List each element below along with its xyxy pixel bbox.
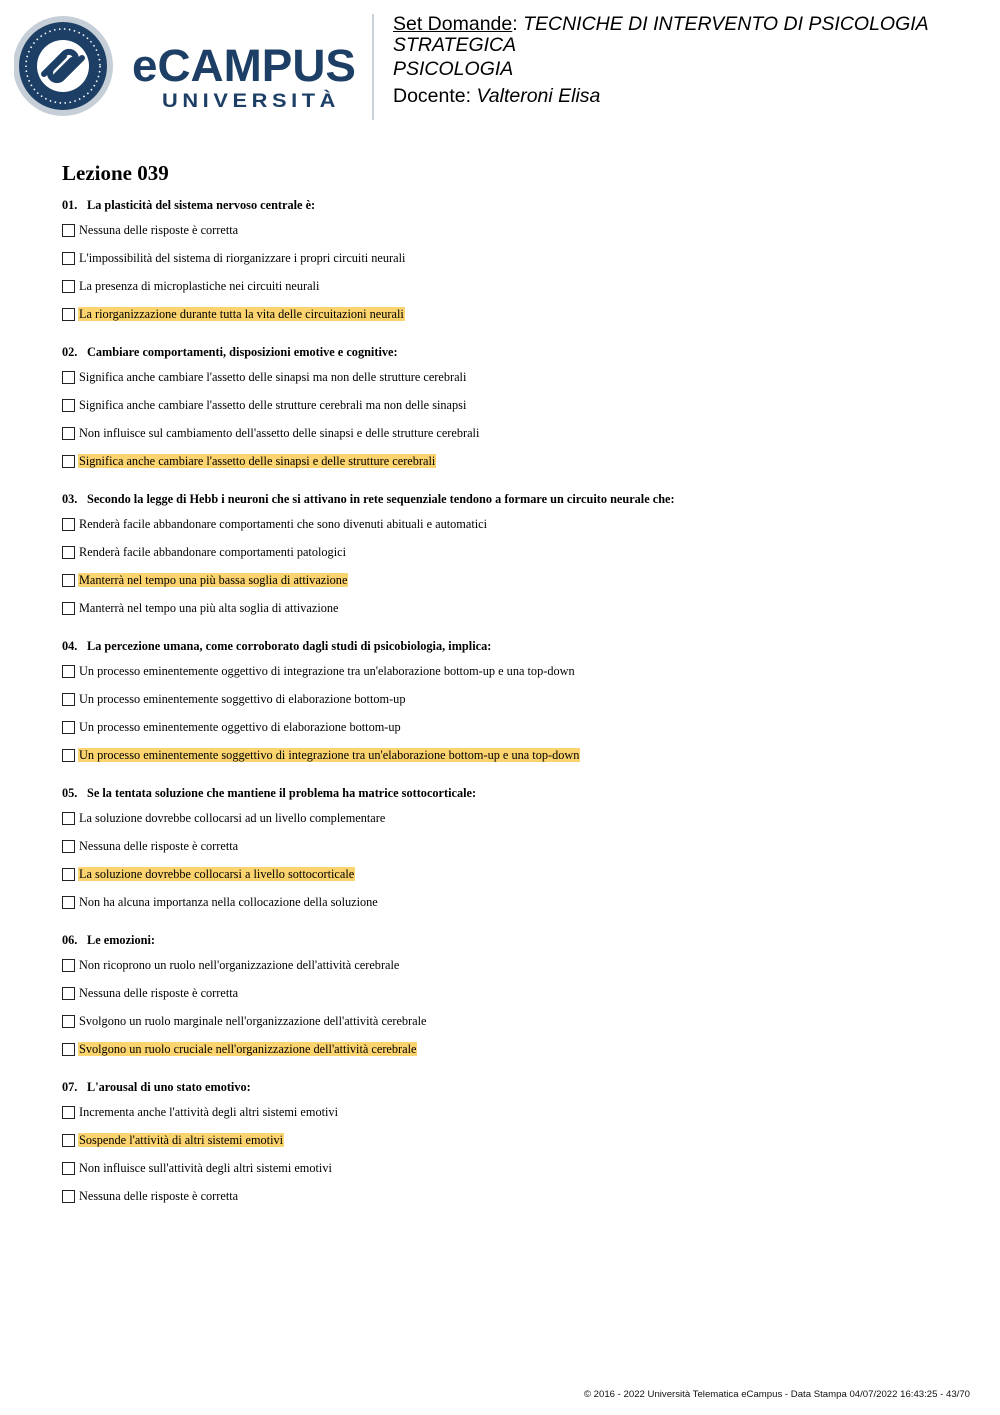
course-name: PSICOLOGIA xyxy=(393,58,514,80)
question-title xyxy=(62,636,962,656)
question-number: 05. xyxy=(62,786,78,800)
docente-row xyxy=(393,83,983,110)
question-block xyxy=(62,636,962,769)
answer-checkbox[interactable] xyxy=(62,721,75,734)
answer-text: Significa anche cambiare l'assetto delle strutture cerebrali ma non delle sinapsi xyxy=(79,398,467,412)
question-text: Cambiare comportamenti, disposizioni emotive e cognitive: xyxy=(87,345,398,359)
answer-text: Non influisce sull'attività degli altri sistemi emotivi xyxy=(79,1161,332,1175)
question-text: La percezione umana, come corroborato dagli studi di psicobiologia, implica: xyxy=(87,639,492,653)
course-row xyxy=(393,56,983,83)
answer-checkbox[interactable] xyxy=(62,602,75,615)
answer-option-correct[interactable] xyxy=(62,566,962,594)
answer-text: Incrementa anche l'attività degli altri sistemi emotivi xyxy=(79,1105,338,1119)
question-title xyxy=(62,342,962,362)
answer-checkbox[interactable] xyxy=(62,252,75,265)
answer-checkbox[interactable] xyxy=(62,665,75,678)
answer-checkbox[interactable] xyxy=(62,1162,75,1175)
answer-checkbox[interactable] xyxy=(62,308,75,321)
question-text: Secondo la legge di Hebb i neuroni che si attivano in rete sequenziale tendono a formare un circuito neurale che: xyxy=(87,492,675,506)
answer-option[interactable] xyxy=(62,657,962,685)
answer-checkbox[interactable] xyxy=(62,574,75,587)
answer-text: Un processo eminentemente oggettivo di elaborazione bottom-up xyxy=(79,720,401,734)
answer-option[interactable] xyxy=(62,538,962,566)
answer-option[interactable] xyxy=(62,713,962,741)
page-footer: © 2016 - 2022 Università Telematica eCampus - Data Stampa 04/07/2022 16:43:25 - 43/70 xyxy=(583,1389,970,1400)
answer-text: Non ha alcuna importanza nella collocazione della soluzione xyxy=(79,895,378,909)
question-number: 03. xyxy=(62,492,78,506)
answer-option[interactable] xyxy=(62,419,962,447)
answer-checkbox[interactable] xyxy=(62,896,75,909)
answer-text: Nessuna delle risposte è corretta xyxy=(79,223,239,237)
answer-checkbox[interactable] xyxy=(62,749,75,762)
question-number: 01. xyxy=(62,198,78,212)
answer-text: Nessuna delle risposte è corretta xyxy=(79,986,239,1000)
answer-text: Manterrà nel tempo una più bassa soglia di attivazione xyxy=(79,573,348,587)
question-text: Se la tentata soluzione che mantiene il problema ha matrice sottocorticale: xyxy=(87,786,477,800)
question-block xyxy=(62,783,962,916)
question-title xyxy=(62,930,962,950)
answer-option[interactable] xyxy=(62,979,962,1007)
answer-option[interactable] xyxy=(62,1182,962,1210)
question-list xyxy=(62,195,962,1224)
header-info xyxy=(393,14,983,110)
question-text: La plasticità del sistema nervoso centrale è: xyxy=(87,198,316,212)
answer-option[interactable] xyxy=(62,832,962,860)
answer-option-correct[interactable] xyxy=(62,300,962,328)
set-title-row: Set Domande: TECNICHE DI INTERVENTO DI PSICOLOGIA xyxy=(393,13,929,35)
answer-text: Nessuna delle risposte è corretta xyxy=(79,839,239,853)
docente-label: Docente: xyxy=(393,85,472,107)
answer-checkbox[interactable] xyxy=(62,959,75,972)
lesson-title: Lezione 039 xyxy=(62,161,169,185)
answer-text: Sospende l'attività di altri sistemi emotivi xyxy=(79,1133,284,1147)
page-header xyxy=(0,0,1000,140)
answer-option[interactable] xyxy=(62,272,962,300)
question-block xyxy=(62,489,962,622)
answer-option[interactable] xyxy=(62,1007,962,1035)
logo-subbrand: UNIVERSITÀ xyxy=(162,91,318,112)
docente-name: Valteroni Elisa xyxy=(476,85,601,107)
answer-text: Significa anche cambiare l'assetto delle sinapsi ma non delle strutture cerebrali xyxy=(79,370,467,384)
answer-option[interactable] xyxy=(62,1098,962,1126)
answer-checkbox[interactable] xyxy=(62,840,75,853)
question-title xyxy=(62,195,962,215)
question-number: 07. xyxy=(62,1080,78,1094)
answer-text: Manterrà nel tempo una più alta soglia di attivazione xyxy=(79,601,339,615)
header-divider xyxy=(372,14,374,120)
answer-checkbox[interactable] xyxy=(62,1015,75,1028)
answer-checkbox[interactable] xyxy=(62,546,75,559)
question-number: 04. xyxy=(62,639,78,653)
set-title-row-2 xyxy=(393,35,983,56)
answer-option-correct[interactable] xyxy=(62,860,962,888)
answer-checkbox[interactable] xyxy=(62,280,75,293)
answer-checkbox[interactable] xyxy=(62,812,75,825)
answer-option[interactable] xyxy=(62,510,962,538)
question-number: 06. xyxy=(62,933,78,947)
answer-checkbox[interactable] xyxy=(62,868,75,881)
question-block xyxy=(62,342,962,475)
answer-option-correct[interactable] xyxy=(62,447,962,475)
answer-text: Renderà facile abbandonare comportamenti patologici xyxy=(79,545,347,559)
answer-option[interactable] xyxy=(62,685,962,713)
answer-checkbox[interactable] xyxy=(62,1106,75,1119)
answer-option-correct[interactable] xyxy=(62,1126,962,1154)
answer-checkbox[interactable] xyxy=(62,224,75,237)
answer-checkbox[interactable] xyxy=(62,427,75,440)
answer-option-correct[interactable] xyxy=(62,741,962,769)
answer-text: La soluzione dovrebbe collocarsi a livello sottocorticale xyxy=(79,867,355,881)
answer-option[interactable] xyxy=(62,363,962,391)
answer-text: La presenza di microplastiche nei circuiti neurali xyxy=(79,279,320,293)
set-title-line2: STRATEGICA xyxy=(393,34,517,56)
set-label: Set Domande xyxy=(393,13,513,35)
answer-text: La riorganizzazione durante tutta la vita delle circuitazioni neurali xyxy=(79,307,404,321)
answer-option[interactable] xyxy=(62,391,962,419)
answer-option[interactable] xyxy=(62,951,962,979)
answer-text: Svolgono un ruolo marginale nell'organizzazione dell'attività cerebrale xyxy=(79,1014,427,1028)
question-block xyxy=(62,1077,962,1210)
answer-text: Un processo eminentemente oggettivo di integrazione tra un'elaborazione bottom-up e una top-down xyxy=(79,664,575,678)
answer-text: L'impossibilità del sistema di riorganizzare i propri circuiti neurali xyxy=(79,251,406,265)
answer-checkbox[interactable] xyxy=(62,399,75,412)
question-text: Le emozioni: xyxy=(87,933,155,947)
question-title xyxy=(62,783,962,803)
answer-text: Un processo eminentemente soggettivo di integrazione tra un'elaborazione bottom-up e una top-down xyxy=(79,748,580,762)
answer-text: La soluzione dovrebbe collocarsi ad un livello complementare xyxy=(79,811,386,825)
answer-option[interactable] xyxy=(62,888,962,916)
ecampus-logo xyxy=(14,14,364,118)
question-block xyxy=(62,930,962,1063)
answer-text: Svolgono un ruolo cruciale nell'organizzazione dell'attività cerebrale xyxy=(79,1042,417,1056)
answer-checkbox[interactable] xyxy=(62,1043,75,1056)
answer-option[interactable] xyxy=(62,594,962,622)
question-number: 02. xyxy=(62,345,78,359)
question-text: L'arousal di uno stato emotivo: xyxy=(87,1080,251,1094)
answer-text: Non ricoprono un ruolo nell'organizzazione dell'attività cerebrale xyxy=(79,958,400,972)
answer-checkbox[interactable] xyxy=(62,987,75,1000)
question-title xyxy=(62,1077,962,1097)
question-block xyxy=(62,195,962,328)
answer-checkbox[interactable] xyxy=(62,1190,75,1203)
question-title xyxy=(62,489,962,509)
answer-text: Nessuna delle risposte è corretta xyxy=(79,1189,239,1203)
answer-checkbox[interactable] xyxy=(62,693,75,706)
answer-option[interactable] xyxy=(62,216,962,244)
logo-brand: eCAMPUS xyxy=(132,40,356,91)
answer-option[interactable] xyxy=(62,244,962,272)
answer-checkbox[interactable] xyxy=(62,455,75,468)
answer-text: Renderà facile abbandonare comportamenti che sono divenuti abituali e automatici xyxy=(79,517,488,531)
answer-text: Un processo eminentemente soggettivo di elaborazione bottom-up xyxy=(79,692,406,706)
answer-option[interactable] xyxy=(62,1154,962,1182)
set-title-line1: TECNICHE DI INTERVENTO DI PSICOLOGIA xyxy=(523,13,929,35)
answer-checkbox[interactable] xyxy=(62,1134,75,1147)
answer-text: Non influisce sul cambiamento dell'assetto delle sinapsi e delle strutture cerebrali xyxy=(79,426,480,440)
answer-option[interactable] xyxy=(62,804,962,832)
answer-checkbox[interactable] xyxy=(62,518,75,531)
answer-checkbox[interactable] xyxy=(62,371,75,384)
answer-option-correct[interactable] xyxy=(62,1035,962,1063)
answer-text: Significa anche cambiare l'assetto delle sinapsi e delle strutture cerebrali xyxy=(79,454,436,468)
